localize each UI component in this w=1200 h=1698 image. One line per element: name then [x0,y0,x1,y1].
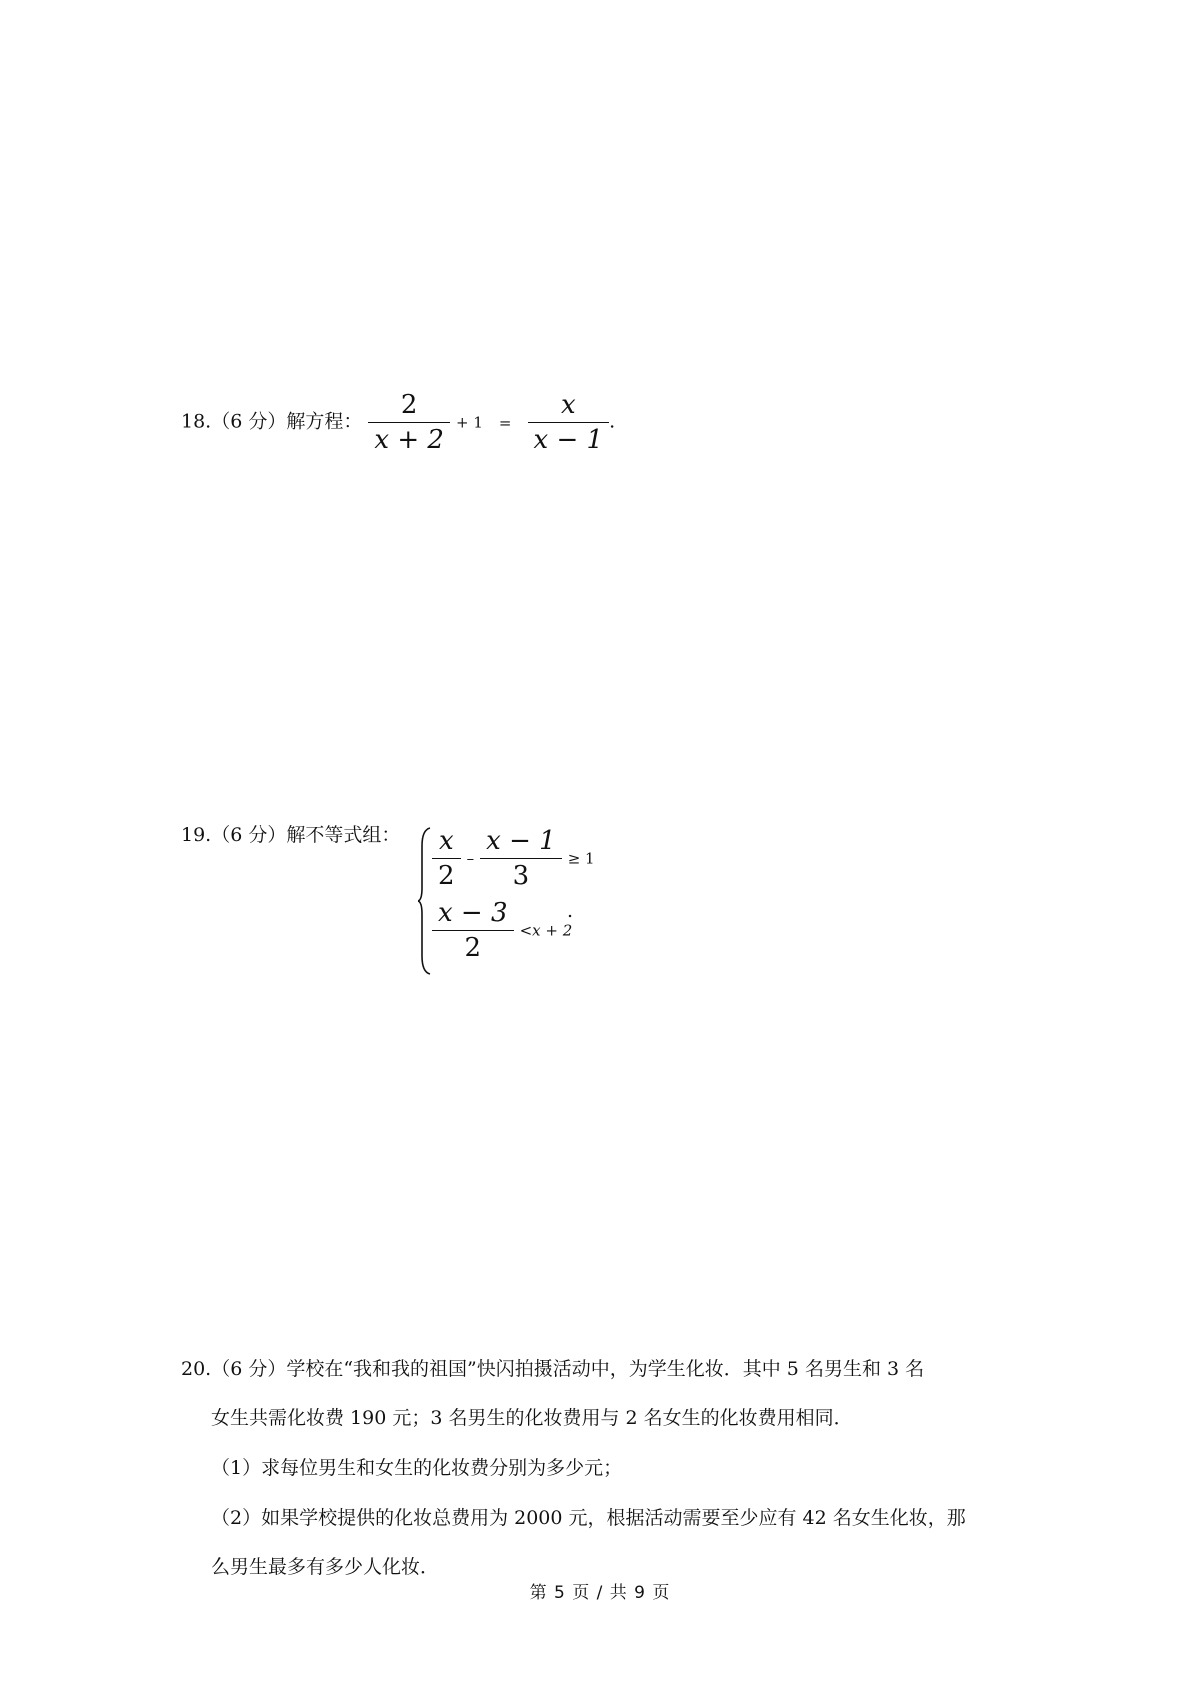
q19-r1-b-numerator: x − 1 [486,826,556,856]
q20-line-2: 女生共需化妆费 190 元；3 名男生的化妆费用与 2 名女生的化妆费用相同． [211,1407,853,1429]
q19-brace [418,826,432,976]
q18-lhs-fraction [368,392,450,453]
q19-r2-relation: <x + 2 [519,921,573,940]
q19-r1-b-denominator: 3 [512,861,530,891]
question-19 [181,820,400,847]
page-footer: 第 5 页 / 共 9 页 [529,1583,671,1603]
q19-r1-relation: ≥ 1 [567,849,595,868]
q19-row-2 [432,900,572,961]
q20-line-5: 么男生最多有多少人化妆． [211,1556,440,1578]
q19-r1-frac-a [432,828,461,889]
q20-line-1: 20.（6 分）学校在“我和我的祖国”快闪拍摄活动中，为学生化妆．其中 5 名男生和 3 名 [181,1358,925,1380]
q18-prefix: 18.（6 分）解方程： [181,410,363,433]
q18-plus-one: + 1 [455,413,483,432]
q19-r1-minus: – [466,849,475,868]
q19-r1-frac-b [480,828,562,889]
q18-period: . [609,410,616,433]
q18-lhs-denominator: x + 2 [374,425,444,455]
q18-rhs-numerator: x [560,390,576,420]
q19-r2-numerator: x − 3 [438,898,508,928]
q18-rhs-fraction [528,392,610,453]
q19-r2-denominator: 2 [464,933,482,963]
q19-prefix: 19.（6 分）解不等式组： [181,824,401,846]
question-18 [181,392,615,453]
q18-equals: = [498,413,512,432]
q20-line-4: （2）如果学校提供的化妆总费用为 2000 元，根据活动需要至少应有 42 名女生化妆，那 [211,1507,966,1529]
q19-row-1 [432,828,595,889]
q19-period: . [567,900,574,922]
q19-r1-a-numerator: x [438,826,454,856]
q18-rhs-denominator: x − 1 [533,425,604,455]
q19-r1-a-denominator: 2 [438,861,455,891]
q18-lhs-numerator: 2 [400,390,418,420]
q20-line-3: （1）求每位男生和女生的化妆费分别为多少元； [211,1457,623,1479]
q19-r2-fraction [432,900,514,961]
